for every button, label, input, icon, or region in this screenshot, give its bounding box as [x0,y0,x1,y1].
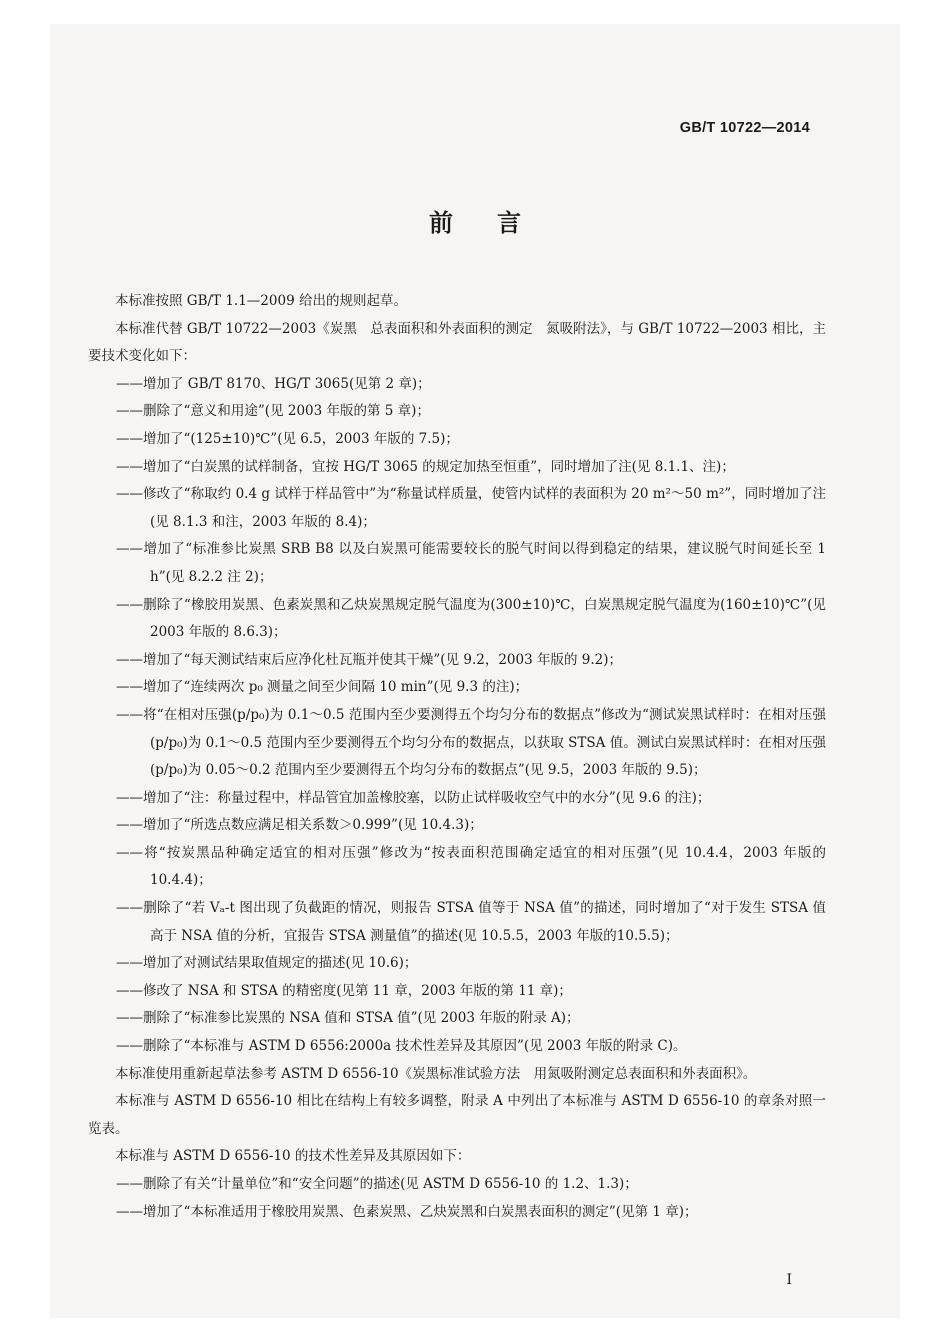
list-item: ——增加了“(125±10)℃”(见 6.5，2003 年版的 7.5)； [116,430,459,447]
standard-code: GB/T 10722—2014 [679,120,810,136]
page-title: 前言 [429,209,565,237]
list-item: ——删除了“若 Vₐ-t 图出现了负截距的情况，则报告 STSA 值等于 NSA 值”的描述，同时增加了“对于发生 STSA 值高于 NSA 值的分析，宜报告 STSA 测量值”的描述(见 10.5.5，2003 年版的10.5.5)； [116,900,826,944]
paragraph: 本标准与 ASTM D 6556-10 相比在结构上有较多调整，附录 A 中列出了本标准与 ASTM D 6556-10 的章条对照一览表。 [88,1093,826,1137]
list-item: ——增加了“每天测试结束后应净化杜瓦瓶并使其干燥”(见 9.2，2003 年版的 9.2)； [116,651,623,668]
list-item: ——增加了“本标准适用于橡胶用炭黑、色素炭黑、乙炔炭黑和白炭黑表面积的测定”(见第 1 章)； [116,1203,698,1220]
list-item: ——增加了“所选点数应满足相关系数＞0.999”(见 10.4.3)； [116,817,483,834]
list-item: ——将“按炭黑品种确定适宜的相对压强”修改为“按表面积范围确定适宜的相对压强”(见 10.4.4，2003 年版的 10.4.4)； [116,844,827,889]
paragraph: 本标准与 ASTM D 6556-10 的技术性差异及其原因如下： [115,1148,471,1165]
list-item: ——增加了“标准参比炭黑 SRB B8 以及白炭黑可能需要较长的脱气时间以得到稳定的结果，建议脱气时间延长至 1 h”(见 8.2.2 注 2)； [116,541,826,585]
list-item: ——删除了“意义和用途”(见 2003 年版的第 5 章)； [116,403,430,420]
list-item: ——增加了“注：称量过程中，样品管宜加盖橡胶塞，以防止试样吸收空气中的水分”(见 9.6 的注)； [116,789,711,806]
body-text [88,288,826,1226]
list-item: ——删除了有关“计量单位”和“安全问题”的描述(见 ASTM D 6556-10 的 1.2、1.3)； [116,1176,638,1192]
paragraph: 本标准使用重新起草法参考 ASTM D 6556-10《炭黑标准试验方法 用氮吸附测定总表面积和外表面积》。 [115,1065,757,1082]
list-item: ——修改了“称取约 0.4 g 试样于样品管中”为“称量试样质量，使管内试样的表面积为 20 m²～50 m²”，同时增加了注(见 8.1.3 和注，2003 年版的 8.4)； [116,486,826,530]
list-item: ——增加了“白炭黑的试样制备，宜按 HG/T 3065 的规定加热至恒重”，同时增加了注(见 8.1.1、注)； [116,458,735,475]
page-number: I [786,1272,792,1288]
list-item: ——将“在相对压强(p/p₀)为 0.1～0.5 范围内至少要测得五个均匀分布的数据点”修改为“测试炭黑试样时：在相对压强(p/p₀)为 0.1～0.5 范围内至少要测得五个均匀分布的数据点，以获取 STSA 值。测试白炭黑试样时：在相对压强(p/p₀)为 0.05～0.2 范围内至少要测得五个均匀分布的数据点”(见 9.5，2003 年版的 9.5)； [116,706,826,779]
list-item: ——增加了 GB/T 8170、HG/T 3065(见第 2 章)； [116,375,431,392]
list-item: ——删除了“标准参比炭黑的 NSA 值和 STSA 值”(见 2003 年版的附录 A)； [116,1010,580,1027]
list-item: ——删除了“橡胶用炭黑、色素炭黑和乙炔炭黑规定脱气温度为(300±10)℃，白炭黑规定脱气温度为(160±10)℃”(见 2003 年版的 8.6.3)； [116,596,826,641]
paragraph: 本标准按照 GB/T 1.1—2009 给出的规则起草。 [115,293,407,309]
list-item: ——删除了“本标准与 ASTM D 6556:2000a 技术性差异及其原因”(见 2003 年版的附录 C)。 [116,1038,687,1055]
list-item: ——修改了 NSA 和 STSA 的精密度(见第 11 章，2003 年版的第 11 章)； [116,982,572,999]
list-item: ——增加了“连续两次 p₀ 测量之间至少间隔 10 min”(见 9.3 的注)； [116,679,529,696]
paragraph: 本标准代替 GB/T 10722—2003《炭黑 总表面积和外表面积的测定 氮吸附法》，与 GB/T 10722—2003 相比，主要技术变化如下： [88,320,826,365]
list-item: ——增加了对测试结果取值规定的描述(见 10.6)； [116,955,418,972]
